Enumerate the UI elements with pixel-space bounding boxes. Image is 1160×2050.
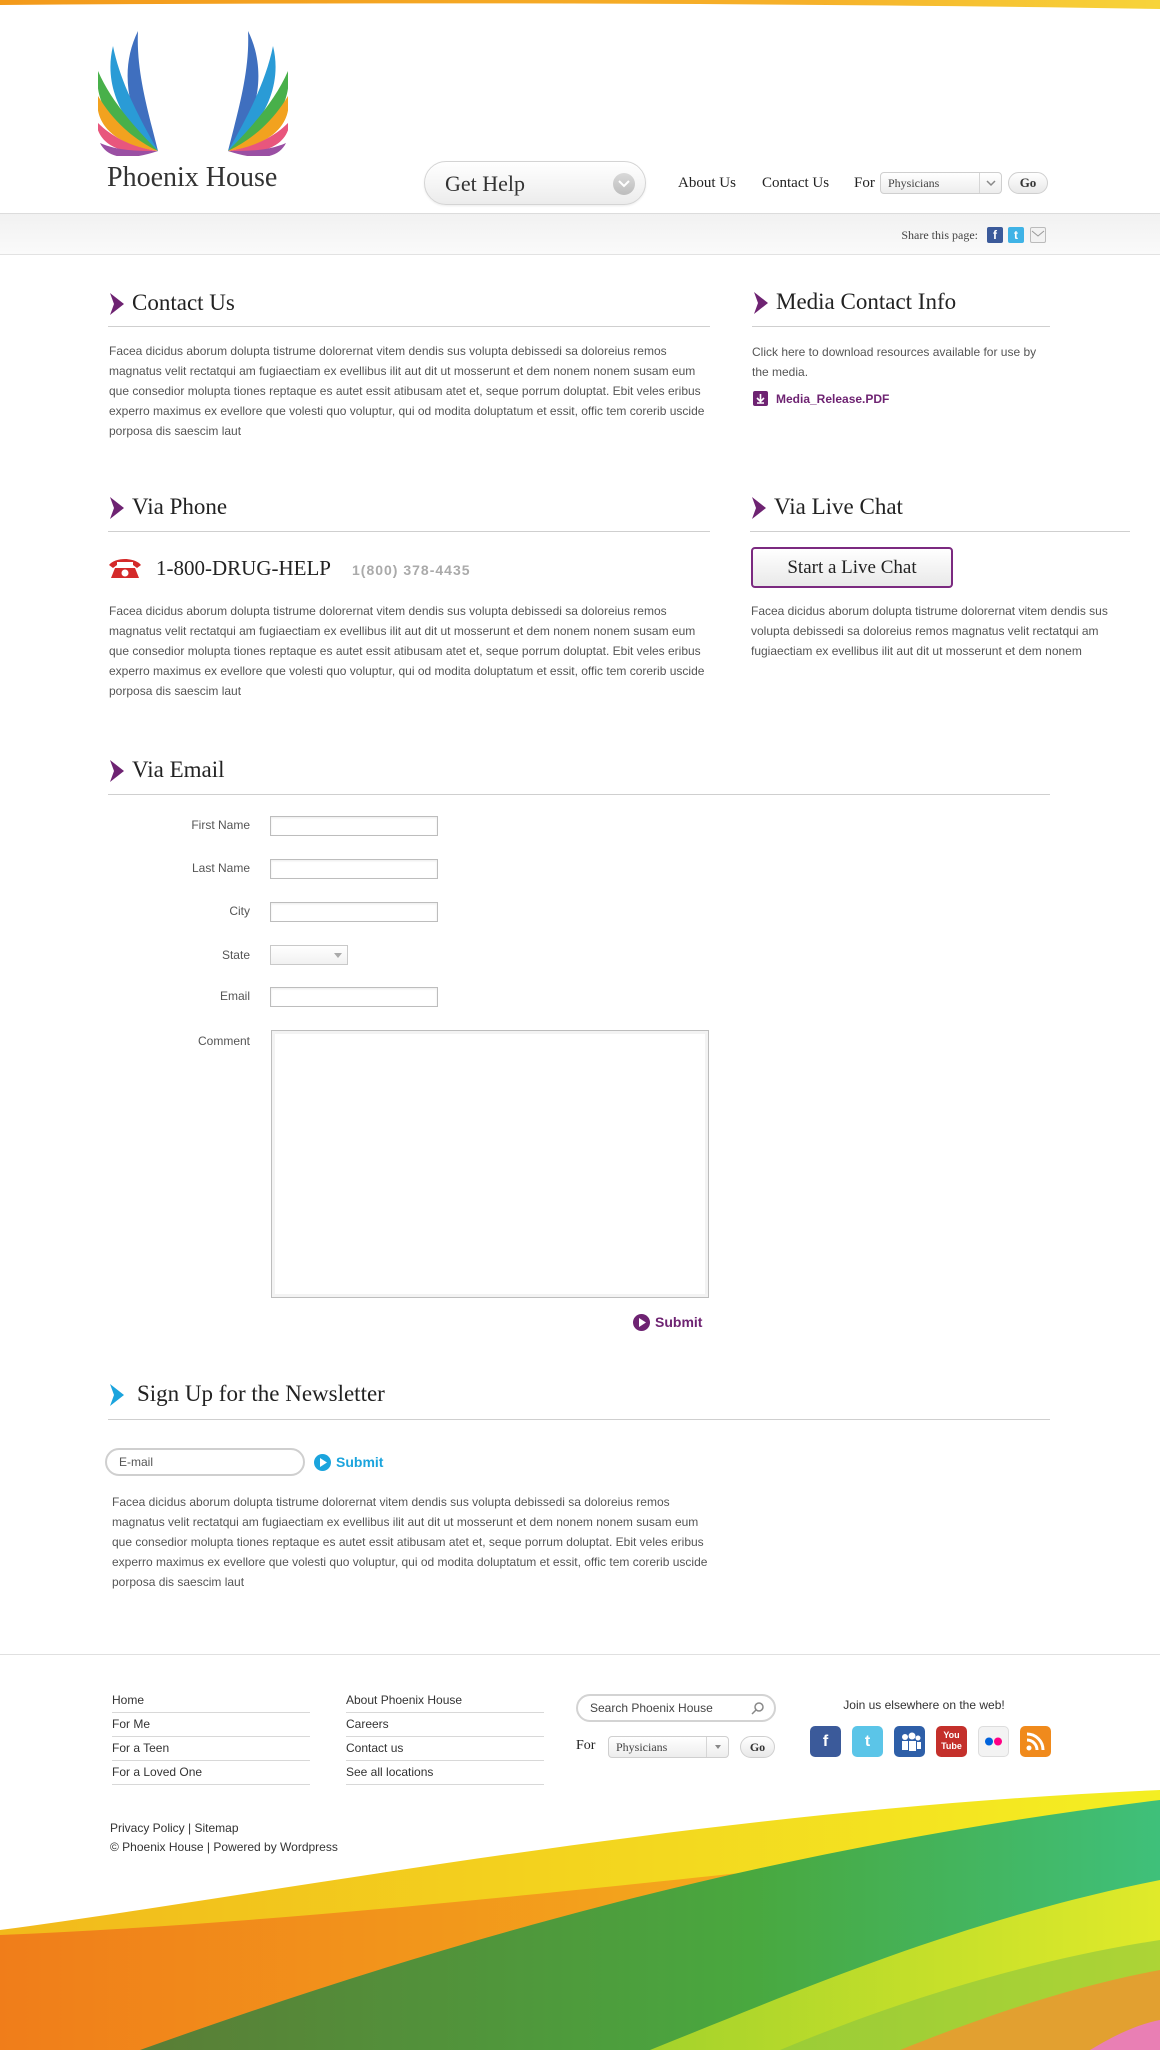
youtube-icon-bottom: Tube — [941, 1741, 962, 1751]
phone-number-text[interactable]: 1-800-DRUG-HELP — [156, 556, 331, 580]
arrow-right-icon — [108, 293, 126, 315]
contact-us-title: Contact Us — [132, 290, 235, 315]
arrow-right-icon — [108, 760, 126, 782]
brand-name[interactable]: Phoenix House — [107, 162, 278, 193]
via-live-chat-title: Via Live Chat — [774, 494, 903, 519]
search-icon[interactable] — [751, 1701, 765, 1715]
nav-about-us-link[interactable]: About Us — [678, 175, 736, 191]
arrow-right-icon — [750, 497, 768, 519]
share-label: Share this page: — [901, 228, 978, 242]
join-us-text: Join us elsewhere on the web! — [843, 1698, 1005, 1712]
media-contact-heading — [752, 289, 1052, 319]
newsletter-title: Sign Up for the Newsletter — [137, 1381, 385, 1406]
footer-audience-select[interactable] — [608, 1736, 729, 1758]
facebook-icon[interactable]: f — [810, 1726, 841, 1757]
play-icon — [314, 1454, 331, 1471]
twitter-share-icon[interactable]: t — [1008, 227, 1024, 243]
footer-link-contact[interactable]: Contact us — [346, 1741, 544, 1761]
divider — [108, 326, 710, 327]
myspace-icon[interactable] — [894, 1726, 925, 1757]
media-contact-text: Click here to download resources available for use by the media. — [752, 345, 1037, 379]
last-name-input[interactable] — [270, 859, 438, 879]
get-help-label: Get Help — [445, 171, 526, 196]
newsletter-email-placeholder: E-mail — [119, 1455, 154, 1469]
city-label: City — [229, 904, 250, 918]
via-phone-text: Facea dicidus aborum dolupta tistrume dolorernat vitem dendis sus volupta debissedi sa doloreius remos magnatus velit rectatqui am fugiaectiam ex evellibus ilit aut dit ut mosserunt et dem nonem nonem susam eum que consedior molupta tiones reptaque es autet essit atibusam atet et, seque porrum doluptat. Ebit veles eribus experro maximus ex evellore que volesti quo voluptur, qui od modita doluptatum et essit, offic tem corerib uscide porposa dis saescim laut — [109, 604, 705, 698]
divider — [752, 326, 1050, 327]
twitter-icon[interactable]: t — [852, 1726, 883, 1757]
newsletter-heading — [108, 1381, 708, 1411]
email-input[interactable] — [270, 987, 438, 1007]
arrow-right-icon — [752, 292, 770, 314]
flickr-icon[interactable] — [978, 1726, 1009, 1757]
download-icon[interactable] — [753, 391, 768, 406]
divider — [750, 531, 1130, 532]
audience-select[interactable] — [880, 172, 1002, 194]
facebook-share-icon[interactable]: f — [987, 227, 1003, 243]
share-bar — [0, 213, 1160, 255]
email-label: Email — [219, 989, 250, 1003]
media-release-pdf-link[interactable]: Media_Release.PDF — [776, 392, 890, 406]
youtube-icon-top: You — [943, 1730, 960, 1740]
first-name-label: First Name — [191, 818, 250, 832]
via-live-chat-heading — [750, 494, 1130, 524]
contact-us-text: Facea dicidus aborum dolupta tistrume dolorernat vitem dendis sus volupta debissedi sa doloreius remos magnatus velit rectatqui am fugiaectiam ex evellibus ilit aut dit ut mosserunt et dem nonem nonem susam eum que consedior molupta tiones reptaque es autet essit atibusam atet et, seque porrum doluptat. Ebit veles eribus experro maximus ex evellore que volesti quo voluptur, qui od modita doluptatum et essit, offic tem corerib uscide porposa dis saescim laut — [109, 344, 705, 438]
footer-link-for-me[interactable]: For Me — [112, 1717, 310, 1737]
youtube-icon[interactable] — [936, 1726, 967, 1757]
phoenix-logo-icon[interactable] — [98, 26, 288, 156]
footer-legal — [110, 1819, 338, 1857]
state-select[interactable] — [270, 945, 348, 965]
divider — [108, 794, 1050, 795]
nav-contact-us-link[interactable]: Contact Us — [762, 175, 830, 191]
play-icon — [633, 1314, 650, 1331]
chevron-down-icon — [333, 952, 343, 960]
via-email-title: Via Email — [132, 757, 225, 782]
for-label: For — [854, 175, 875, 191]
phone-number-digits[interactable]: 1(800) 378-4435 — [352, 562, 471, 578]
footer-link-careers[interactable]: Careers — [346, 1717, 544, 1737]
first-name-input[interactable] — [270, 816, 438, 836]
arrow-right-icon — [108, 1384, 126, 1406]
email-submit-button[interactable] — [633, 1314, 713, 1332]
footer-link-for-a-teen[interactable]: For a Teen — [112, 1741, 310, 1761]
via-phone-title: Via Phone — [132, 494, 228, 519]
divider — [108, 1419, 1050, 1420]
start-live-chat-button[interactable]: Start a Live Chat — [751, 547, 953, 588]
chevron-down-icon — [613, 173, 635, 195]
newsletter-submit-button[interactable] — [314, 1454, 394, 1472]
rss-icon[interactable] — [1020, 1726, 1051, 1757]
chevron-down-icon — [979, 173, 1001, 193]
footer-search-input[interactable] — [576, 1694, 776, 1722]
via-phone-heading — [108, 494, 708, 524]
state-label: State — [221, 948, 250, 962]
media-contact-title: Media Contact Info — [776, 289, 957, 314]
footer-link-locations[interactable]: See all locations — [346, 1765, 544, 1785]
arrow-right-icon — [108, 497, 126, 519]
get-help-dropdown[interactable] — [424, 161, 646, 205]
via-email-heading — [108, 757, 708, 787]
audience-select-value: Physicians — [888, 176, 940, 190]
footer-link-home[interactable]: Home — [112, 1693, 310, 1713]
newsletter-submit-label: Submit — [336, 1454, 384, 1470]
chevron-down-icon — [706, 1737, 728, 1757]
via-live-chat-text: Facea dicidus aborum dolupta tistrume dolorernat vitem dendis sus volupta debissedi sa doloreius remos magnatus velit rectatqui am fugiaectiam ex evellibus ilit aut dit ut mosserunt et dem nonem — [751, 604, 1108, 658]
email-submit-label: Submit — [655, 1314, 703, 1330]
footer-for-label: For — [576, 1738, 596, 1753]
comment-label: Comment — [197, 1034, 250, 1048]
footer-link-for-a-loved-one[interactable]: For a Loved One — [112, 1765, 310, 1785]
footer-search-placeholder: Search Phoenix House — [590, 1701, 713, 1715]
last-name-label: Last Name — [191, 861, 250, 875]
telephone-icon — [107, 556, 143, 580]
newsletter-text: Facea dicidus aborum dolupta tistrume dolorernat vitem dendis sus volupta debissedi sa doloreius remos magnatus velit rectatqui am fugiaectiam ex evellibus ilit aut dit ut mosserunt et dem nonem nonem susam eum que consedior molupta tiones reptaque es autet essit atibusam atet et, seque porrum doluptat. Ebit veles eribus experro maximus ex evellore que volesti quo voluptur, qui od modita doluptatum et essit, offic tem corerib uscide porposa dis saescim laut — [112, 1495, 708, 1589]
comment-textarea[interactable] — [271, 1030, 709, 1298]
footer-legal-links[interactable]: Privacy Policy | Sitemap — [110, 1821, 239, 1835]
go-button[interactable]: Go — [1008, 172, 1048, 194]
footer-copyright: © Phoenix House | Powered by Wordpress — [110, 1840, 338, 1854]
footer-audience-select-value: Physicians — [616, 1740, 668, 1754]
divider — [108, 531, 710, 532]
email-share-icon[interactable] — [1030, 227, 1046, 243]
footer-divider — [0, 1654, 1160, 1655]
newsletter-email-input[interactable] — [105, 1448, 305, 1476]
city-input[interactable] — [270, 902, 438, 922]
top-color-strip — [0, 0, 1160, 10]
footer-go-button[interactable]: Go — [740, 1736, 775, 1758]
footer-link-about[interactable]: About Phoenix House — [346, 1693, 544, 1713]
contact-us-heading — [108, 290, 708, 320]
footer-wave-decoration — [0, 1770, 1160, 2050]
